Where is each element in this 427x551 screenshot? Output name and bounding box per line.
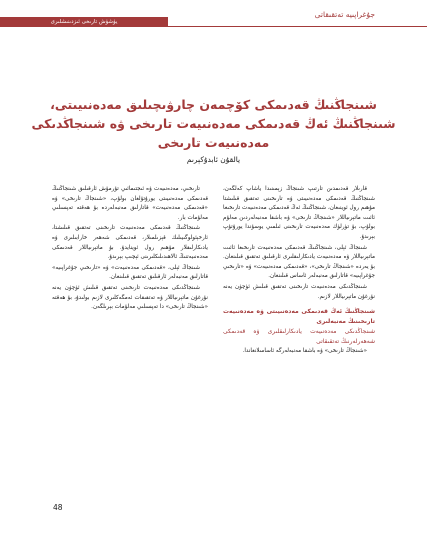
paragraph: تارىخىي، مەدەنىيەت ۋە ئىجتىمائىي تۇرمۇش ئارقىلىق شىنجاڭنىڭ قەدىمكى مەدەنىيىتى يورۇتۇلغان بولۇپ، «شىنجاڭ تارىخى» ۋە «قەدىمكى مەدەنىيەت» قاتارلىق مەنبەلەردە بۇ ھەقتە تەپسىلىي مەلۇمات بار.: [52, 186, 208, 221]
article-author: يالقۇن ئابدۇكېرىم: [186, 155, 241, 164]
section-subheading: شىنجاڭدىكى مەدەنىيەت يادىكارلىقلىرى ۋە قەدىمكى شەھەرلەرنىڭ تەتقىقاتى: [223, 328, 375, 346]
right-column: [223, 185, 375, 358]
article-title: [20, 95, 407, 152]
article-title-line-1: شىنجاڭنىڭ قەدىمكى كۆچمەن چارۋىچىلىق مەدەنىيىتى،: [50, 97, 377, 112]
journal-name: يۈشۈش تارىخى ئىزدىنىشلىرى: [50, 19, 118, 25]
paragraph: شىنجاڭ ئېلى، شىنجاڭنىڭ قەدىمكى مەدەنىيەت تارىخىغا ئائىت ماتېرىياللار ۋە مەدەنىيەت يادىكارلىقلىرى ئارقىلىق تەتقىق قىلىنغان. بۇ يەردە «شىنجاڭ تارىخى»، «قەدىمكى مەدەنىيەت» ۋە «تارىخىي جۇغراپىيە» قاتارلىق مەنبەلەر ئاساس قىلىنغان.: [223, 244, 375, 280]
section-title: جۇغراپىيە تەتقىقاتى: [314, 10, 375, 19]
header-rule: [168, 26, 427, 27]
journal-name-band: [0, 17, 168, 27]
paragraph: «شىنجاڭ تارىخى» ۋە باشقا مەنبەلەرگە ئاساسلانغاندا.: [242, 348, 367, 355]
paragraph: شىنجاڭنىڭ قەدىمكى مەدەنىيەت تارىخىنى تەتقىق قىلىشتا، ئارخېئولوگىيىلىك قېزىلمىلار، قەدىمكى شەھەر خارابىلىرى ۋە يادىكارلىقلار مۇھىم رول ئوينايدۇ. بۇ ماتېرىياللار قەدىمكى مەدەنىيەتنىڭ ئالاھىدىلىكلىرىنى ئېچىپ بېرىدۇ.: [52, 225, 208, 261]
section-heading: شىنجاڭنىڭ ئەڭ قەدىمكى مەدەنىيىتى ۋە مەدەنىيەت تارىخىنىڭ مەنبەلىرى: [223, 308, 375, 326]
page-number: 48: [53, 503, 63, 512]
paragraph: شىنجاڭ ئېلى، «قەدىمكى مەدەنىيەت» ۋە «تارىخىي جۇغراپىيە» قاتارلىق مەنبەلەر ئارقىلىق تەتقىق قىلىنغان.: [52, 264, 208, 281]
left-column: [52, 185, 208, 314]
paragraph: قارىلار قەدىمدىن تارتىپ شىنجاڭ زېمىنىدا ياشاپ كەلگەن، شىنجاڭنىڭ قەدىمكى مەدەنىيىتى ۋە تارىخىنى تەتقىق قىلىشتا مۇھىم رول ئوينىغان، شىنجاڭنىڭ ئەڭ قەدىمكى مەدەنىيەت تارىخىغا ئائىت ماتېرىياللار «شىنجاڭ تارىخى» ۋە باشقا مەنبەلەردىن مەلۇم بولۇپ، بۇ تۈرلۈك مەدەنىيەت تارىخىنى ئىلمىي يوسۇندا يورۇتۇپ بېرىدۇ.: [223, 186, 375, 240]
paragraph: شىنجاڭدىكى مەدەنىيەت تارىخىنى تەتقىق قىلىش ئۈچۈن يەنە نۇرغۇن ماتېرىياللار ۋە تەتقىقات ئەمگەكلىرى لازىم بولىدۇ، بۇ ھەقتە «شىنجاڭ تارىخى» دا تەپسىلىي مەلۇمات بېرىلگەن.: [52, 284, 208, 311]
paragraph: شىنجاڭدىكى مەدەنىيەت تارىخىنى تەتقىق قىلىش ئۈچۈن يەنە نۇرغۇن ماتېرىياللار لازىم.: [223, 283, 375, 300]
article-title-line-2: شىنجاڭنىڭ ئەڭ قەدىمكى مەدەنىيەت تارىخى ۋە شىنجاڭدىكى مەدەنىيەت تارىخى: [31, 116, 396, 150]
